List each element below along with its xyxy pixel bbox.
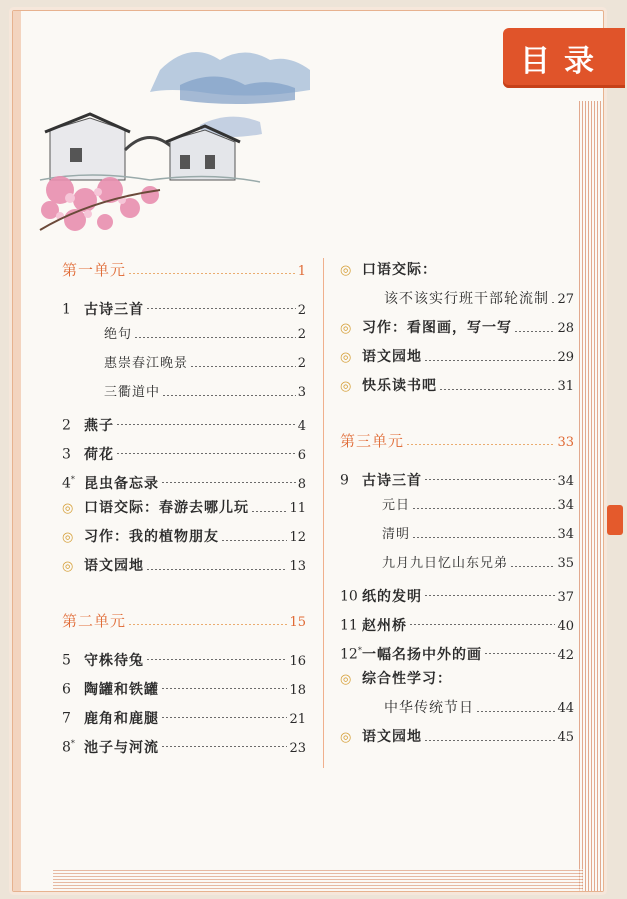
double-circle-bullet-icon: ◎ <box>62 501 74 516</box>
double-circle-bullet-icon: ◎ <box>340 263 352 278</box>
dot-leader <box>116 453 296 454</box>
toc-unit-heading[interactable] <box>62 607 306 636</box>
lesson-number: 11 <box>340 617 358 634</box>
lesson-number: 4* <box>62 475 75 492</box>
toc-entry-title: 元日 <box>382 498 411 513</box>
section-gap <box>340 401 574 427</box>
dot-leader <box>510 566 555 567</box>
page-number: 34 <box>557 473 574 489</box>
dot-leader <box>128 624 287 625</box>
toc-entry-title: 第三单元 <box>340 432 405 450</box>
lesson-number: 5 <box>62 652 71 669</box>
page-number: 2 <box>297 327 306 342</box>
toc-entry-title: 纸的发明 <box>362 588 422 605</box>
page-number: 3 <box>297 385 306 400</box>
column-divider <box>323 258 324 768</box>
toc-entry-title: 语文园地 <box>84 558 144 574</box>
lesson-number: 2 <box>62 417 71 434</box>
toc-entry-title: 口语交际：春游去哪儿玩 <box>84 500 249 516</box>
toc-entry-title: 昆虫备忘录 <box>84 475 159 492</box>
dot-leader <box>484 653 555 654</box>
toc-entry-title: 语文园地 <box>362 349 422 365</box>
page-number: 15 <box>289 615 306 630</box>
page-number: 2 <box>297 356 306 371</box>
dot-leader <box>251 511 287 512</box>
toc-lesson-item[interactable] <box>62 465 306 494</box>
toc-activity-item[interactable] <box>62 494 306 523</box>
page-number: 37 <box>557 589 574 605</box>
page-number: 40 <box>557 618 574 634</box>
toc-entry-title: 池子与河流 <box>84 739 159 756</box>
toc-lesson-item[interactable] <box>340 636 574 665</box>
toc-entry-title: 惠崇春江晚景 <box>104 356 189 371</box>
double-circle-bullet-icon: ◎ <box>62 530 74 545</box>
toc-entry-title: 第二单元 <box>62 612 127 630</box>
toc-lesson-item[interactable] <box>62 642 306 671</box>
toc-unit-heading[interactable] <box>62 256 306 285</box>
toc-sub-item[interactable] <box>340 549 574 578</box>
page-number: 18 <box>289 682 306 698</box>
toc-lesson-item[interactable] <box>62 291 306 320</box>
toc-entry-title: 该不该实行班干部轮流制 <box>384 291 549 307</box>
toc-sub-item[interactable] <box>62 378 306 407</box>
toc-entry-title: 陶罐和铁罐 <box>84 681 159 698</box>
double-circle-bullet-icon: ◎ <box>340 350 352 365</box>
lesson-number: 9 <box>340 472 349 489</box>
dot-leader <box>424 740 555 741</box>
lesson-number: 8* <box>62 739 75 756</box>
page-number: 34 <box>557 498 574 513</box>
page-number: 28 <box>557 321 574 336</box>
toc-sub-item[interactable] <box>62 320 306 349</box>
page-number: 11 <box>289 501 306 516</box>
toc-entry-title: 第一单元 <box>62 261 127 279</box>
toc-lesson-item[interactable] <box>62 729 306 758</box>
page-number: 4 <box>297 418 306 434</box>
page-number: 44 <box>557 701 574 716</box>
toc-entry-title: 一幅名扬中外的画 <box>362 646 482 663</box>
dot-leader <box>406 444 555 445</box>
toc-lesson-item[interactable] <box>62 436 306 465</box>
toc-entry-title: 口语交际： <box>362 262 437 278</box>
toc-right-column <box>340 256 574 752</box>
toc-entry-title: 清明 <box>382 527 411 542</box>
page-number: 33 <box>557 435 574 450</box>
page-number: 31 <box>557 379 574 394</box>
toc-activity-item[interactable] <box>62 552 306 581</box>
toc-entry-title: 习作：看图画，写一写 <box>362 320 512 336</box>
page-stack-bottom <box>53 869 583 891</box>
dot-leader <box>190 366 296 367</box>
page-left-edge <box>13 11 21 891</box>
toc-activity-item[interactable] <box>340 256 574 285</box>
lesson-number: 3 <box>62 446 71 463</box>
bookmark-ribbon <box>607 505 623 535</box>
lesson-number: 10 <box>340 588 358 605</box>
dot-leader <box>424 479 555 480</box>
toc-sub-item[interactable] <box>340 491 574 520</box>
page-number: 29 <box>557 350 574 365</box>
dot-leader <box>476 711 555 712</box>
toc-title-banner <box>503 28 625 88</box>
page-number: 12 <box>289 530 306 545</box>
page-stack-edge <box>577 101 603 891</box>
dot-leader <box>439 389 555 390</box>
toc-left-column <box>62 256 306 758</box>
toc-entry-title: 鹿角和鹿腿 <box>84 710 159 727</box>
lesson-number: 12* <box>340 646 362 663</box>
toc-entry-title: 荷花 <box>84 446 114 463</box>
toc-entry-title: 中华传统节日 <box>384 700 474 716</box>
page-number: 1 <box>297 264 306 279</box>
landscape-illustration <box>30 30 310 240</box>
page-number: 35 <box>557 556 574 571</box>
dot-leader <box>134 337 296 338</box>
toc-entry-title: 三衢道中 <box>104 385 161 400</box>
double-circle-bullet-icon: ◎ <box>340 321 352 336</box>
toc-entry-title: 习作：我的植物朋友 <box>84 529 219 545</box>
page-number: 23 <box>289 740 306 756</box>
page-number: 42 <box>557 647 574 663</box>
toc-entry-title: 综合性学习： <box>362 671 452 687</box>
page-number: 27 <box>557 292 574 307</box>
double-circle-bullet-icon: ◎ <box>340 379 352 394</box>
dot-leader <box>146 569 287 570</box>
toc-entry-title: 快乐读书吧 <box>362 378 437 394</box>
dot-leader <box>146 659 287 660</box>
toc-entry-title: 燕子 <box>84 417 114 434</box>
toc-entry-title: 赵州桥 <box>362 617 407 634</box>
toc-entry-title: 语文园地 <box>362 729 422 745</box>
dot-leader <box>162 395 296 396</box>
dot-leader <box>161 746 287 747</box>
double-circle-bullet-icon: ◎ <box>340 730 352 745</box>
page-number: 6 <box>297 447 306 463</box>
toc-activity-item[interactable] <box>62 523 306 552</box>
lesson-number: 6 <box>62 681 71 698</box>
dot-leader <box>409 624 555 625</box>
toc-lesson-item[interactable] <box>62 700 306 729</box>
section-gap <box>62 581 306 607</box>
toc-lesson-item[interactable] <box>62 671 306 700</box>
toc-activity-item[interactable] <box>340 343 574 372</box>
toc-activity-item[interactable] <box>340 314 574 343</box>
dot-leader <box>146 308 296 309</box>
page-number: 34 <box>557 527 574 542</box>
toc-entry-title: 九月九日忆山东兄弟 <box>382 556 509 571</box>
page-number: 13 <box>289 559 306 574</box>
toc-lesson-item[interactable] <box>340 462 574 491</box>
dot-leader <box>161 688 287 689</box>
toc-entry-title: 古诗三首 <box>84 301 144 318</box>
dot-leader <box>116 424 296 425</box>
toc-sub-item[interactable] <box>340 520 574 549</box>
lesson-number: 1 <box>62 301 71 318</box>
toc-item-continuation[interactable] <box>340 694 574 723</box>
toc-activity-item[interactable] <box>340 372 574 401</box>
toc-lesson-item[interactable] <box>62 407 306 436</box>
toc-activity-item[interactable] <box>340 723 574 752</box>
page-number: 21 <box>289 711 306 727</box>
dot-leader <box>161 717 287 718</box>
dot-leader <box>128 273 296 274</box>
dot-leader <box>161 482 296 483</box>
toc-lesson-item[interactable] <box>340 607 574 636</box>
toc-item-continuation[interactable] <box>340 285 574 314</box>
toc-entry-title: 古诗三首 <box>362 472 422 489</box>
toc-entry-title: 绝句 <box>104 327 133 342</box>
dot-leader <box>551 302 555 303</box>
dot-leader <box>424 360 555 361</box>
page-number: 2 <box>297 302 306 318</box>
toc-sub-item[interactable] <box>62 349 306 378</box>
dot-leader <box>514 331 555 332</box>
dot-leader <box>412 508 555 509</box>
double-circle-bullet-icon: ◎ <box>340 672 352 687</box>
page-title: 目录 <box>520 44 608 79</box>
dot-leader <box>221 540 287 541</box>
toc-entry-title: 守株待兔 <box>84 652 144 669</box>
page-number: 8 <box>297 476 306 492</box>
page-number: 45 <box>557 730 574 745</box>
dot-leader <box>424 595 555 596</box>
lesson-number: 7 <box>62 710 71 727</box>
toc-lesson-item[interactable] <box>340 578 574 607</box>
toc-unit-heading[interactable] <box>340 427 574 456</box>
double-circle-bullet-icon: ◎ <box>62 559 74 574</box>
dot-leader <box>412 537 555 538</box>
page-number: 16 <box>289 653 306 669</box>
